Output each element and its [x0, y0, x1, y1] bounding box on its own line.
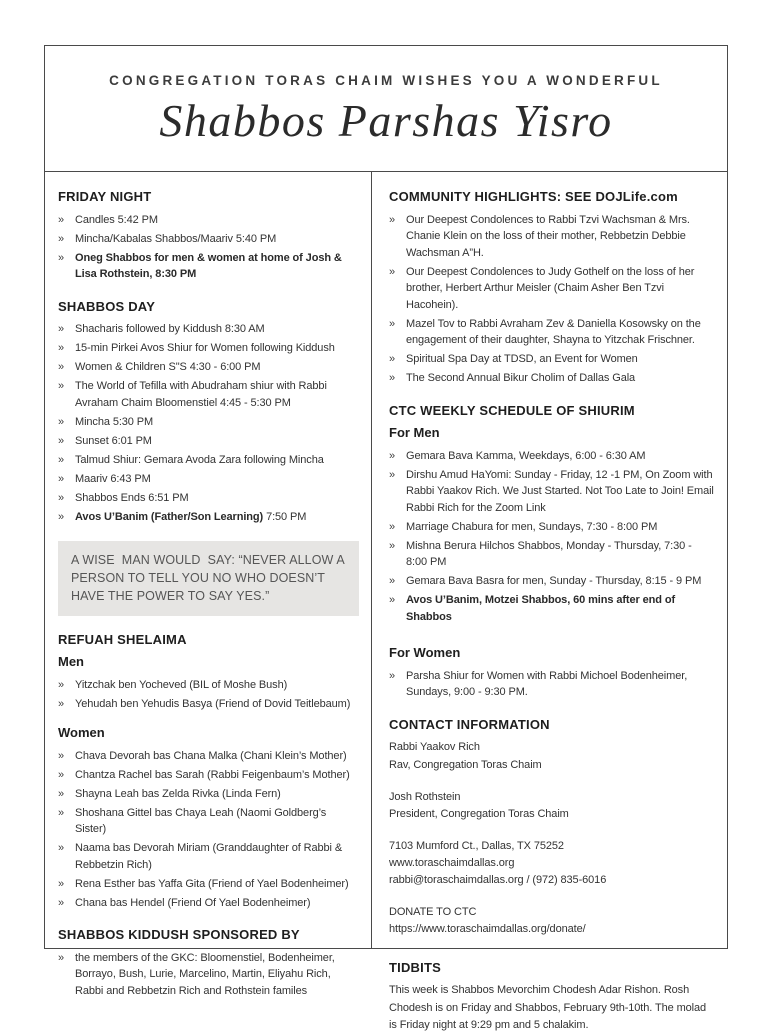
bullet-icon: » — [58, 510, 65, 523]
bullet-icon: » — [58, 342, 65, 355]
right-column — [372, 172, 727, 1031]
item-text: Women & Children S"S 4:30 - 6:00 PM — [75, 361, 261, 374]
refuah-women-list — [58, 748, 359, 912]
shiur-item — [389, 448, 714, 465]
community-highlights-list — [389, 212, 714, 387]
tidbits-text: This week is Shabbos Mevorchim Chodesh Adar Rishon. Rosh Chodesh is on Friday and Shabbos, February 9th-10th. The molad is Friday night at 9:29 pm and 5 chalakim. — [389, 984, 707, 1031]
bullet-icon: » — [58, 491, 65, 504]
donate-line: DONATE TO CTC — [389, 905, 477, 918]
item-text: Chantza Rachel bas Sarah (Rabbi Feigenbaum’s Mother) — [75, 768, 350, 781]
item-text: Spiritual Spa Day at TDSD, an Event for Women — [406, 353, 638, 366]
bullet-icon: » — [389, 520, 396, 533]
sponsor-item — [58, 950, 359, 1000]
contact-line: Rabbi Yaakov Rich — [389, 741, 480, 754]
contact-address-block — [389, 838, 714, 889]
masthead-tagline: CONGREGATION TORAS CHAIM WISHES YOU A WONDERFUL — [109, 73, 663, 88]
item-text: Chava Devorah bas Chana Malka (Chani Klein’s Mother) — [75, 749, 347, 762]
bullet-icon: » — [389, 468, 396, 481]
bullet-icon: » — [389, 575, 396, 588]
bullet-icon: » — [58, 896, 65, 909]
item-text: The World of Tefilla with Abudraham shiur with Rabbi Avraham Chaim Bloomenstiel 4:45 - 5:30 PM — [75, 380, 327, 409]
item-text: Gemara Bava Kamma, Weekdays, 6:00 - 6:30 AM — [406, 449, 646, 462]
community-highlights-heading: COMMUNITY HIGHLIGHTS: SEE DOJLife.com — [389, 189, 678, 204]
bullet-icon: » — [58, 877, 65, 890]
schedule-item — [58, 490, 359, 507]
name-item — [58, 767, 359, 784]
item-text: Oneg Shabbos for men & women at home of Josh & Lisa Rothstein, 8:30 PM — [75, 251, 342, 281]
refuah-men-subheading: Men — [58, 654, 84, 670]
schedule-item — [58, 509, 359, 526]
donate-line: https://www.toraschaimdallas.org/donate/ — [389, 922, 586, 935]
bullet-icon: » — [58, 697, 65, 710]
shiur-item — [389, 592, 714, 625]
contact-line: www.toraschaimdallas.org — [389, 856, 515, 869]
bullet-icon: » — [389, 265, 396, 278]
name-item — [58, 696, 359, 713]
bullet-icon: » — [389, 353, 396, 366]
item-text: Candles 5:42 PM — [75, 213, 158, 226]
schedule-men-list — [389, 448, 714, 626]
name-item — [58, 748, 359, 765]
schedule-item — [58, 433, 359, 450]
shiur-item — [389, 467, 714, 517]
kiddush-sponsors-list — [58, 950, 359, 1000]
contact-line: Rav, Congregation Toras Chaim — [389, 758, 542, 771]
schedule-item — [58, 378, 359, 411]
highlight-item — [389, 264, 714, 314]
schedule-item — [58, 340, 359, 357]
name-item — [58, 840, 359, 873]
bullet-icon: » — [389, 317, 396, 330]
item-text: Yehudah ben Yehudis Basya (Friend of Dovid Teitlebaum) — [75, 697, 351, 710]
item-text: Mincha/Kabalas Shabbos/Maariv 5:40 PM — [75, 232, 277, 245]
item-text: Avos U’Banim (Father/Son Learning) 7:50 PM — [75, 510, 307, 523]
item-text: Mazel Tov to Rabbi Avraham Zev & Daniella Kosowsky on the engagement of their daughter, Shayna to Yitzchak Frischner. — [406, 317, 701, 347]
schedule-item — [58, 414, 359, 431]
schedule-item — [58, 231, 359, 248]
shabbos-day-list — [58, 321, 359, 525]
schedule-women-subheading: For Women — [389, 645, 461, 661]
bullet-icon: » — [58, 806, 65, 819]
contact-line: rabbi@toraschaimdallas.org / (972) 835-6016 — [389, 873, 607, 886]
friday-night-list — [58, 212, 359, 283]
item-text: Marriage Chabura for men, Sundays, 7:30 - 8:00 PM — [406, 520, 658, 533]
bullet-icon: » — [58, 951, 65, 964]
schedule-item — [58, 250, 359, 283]
tidbits-heading: TIDBITS — [389, 959, 441, 975]
bullet-icon: » — [58, 678, 65, 691]
item-text: Our Deepest Condolences to Rabbi Tzvi Wachsman & Mrs. Chanie Klein on the loss of their mother, Rebbetzin Debbie Wachsman A”H. — [406, 213, 690, 259]
contact-rav-block — [389, 739, 714, 773]
schedule-item — [58, 471, 359, 488]
shiur-item — [389, 573, 714, 590]
donate-block — [389, 904, 714, 938]
item-text: Rena Esther bas Yaffa Gita (Friend of Yael Bodenheimer) — [75, 877, 349, 890]
masthead-title: Shabbos Parshas Yisro — [159, 95, 613, 146]
schedule-men-subheading: For Men — [389, 425, 440, 441]
contact-line: President, Congregation Toras Chaim — [389, 807, 569, 820]
name-item — [58, 895, 359, 912]
item-text: 15-min Pirkei Avos Shiur for Women following Kiddush — [75, 342, 335, 355]
name-item — [58, 805, 359, 838]
item-text: Maariv 6:43 PM — [75, 472, 151, 485]
item-text: Shabbos Ends 6:51 PM — [75, 491, 189, 504]
item-text: Talmud Shiur: Gemara Avoda Zara following Mincha — [75, 453, 324, 466]
bullet-icon: » — [58, 361, 65, 374]
name-item — [58, 876, 359, 893]
item-text: Shoshana Gittel bas Chaya Leah (Naomi Goldberg’s Sister) — [75, 806, 327, 836]
item-text: Naama bas Devorah Miriam (Granddaughter of Rabbi & Rebbetzin Rich) — [75, 842, 343, 871]
name-item — [58, 677, 359, 694]
bullet-icon: » — [58, 842, 65, 855]
content-columns — [45, 172, 727, 1031]
schedule-item — [58, 452, 359, 469]
item-text: Chana bas Hendel (Friend Of Yael Bodenheimer) — [75, 896, 311, 909]
name-item — [58, 786, 359, 803]
item-text: Dirshu Amud HaYomi: Sunday - Friday, 12 -1 PM, On Zoom with Rabbi Yaakov Rich. We Just Started. Not Too Late to Join! Email Rabbi Rich for the Zoom Link — [406, 468, 714, 514]
bullet-icon: » — [58, 453, 65, 466]
bullet-icon: » — [58, 323, 65, 336]
bullet-icon: » — [389, 213, 396, 226]
weekly-schedule-heading: CTC WEEKLY SCHEDULE OF SHIURIM — [389, 402, 635, 418]
item-text: Gemara Bava Basra for men, Sunday - Thursday, 8:15 - 9 PM — [406, 575, 702, 588]
item-text: the members of the GKC: Bloomenstiel, Bodenheimer, Borrayo, Bush, Lurie, Marcelino, Martin, Eliyahu Rich, Rabbi and Rebbetzin Rich and Rothstein familes — [75, 951, 335, 997]
bullet-icon: » — [58, 434, 65, 447]
refuah-women-subheading: Women — [58, 725, 105, 741]
item-text: Our Deepest Condolences to Judy Gothelf on the loss of her brother, Herbert Arthur Meisler (Chaim Asher Ben Tzvi Hacohein). — [406, 265, 695, 311]
shiur-item — [389, 538, 714, 571]
highlight-item — [389, 370, 714, 387]
highlight-item — [389, 316, 714, 349]
schedule-women-list — [389, 668, 714, 701]
schedule-item — [58, 359, 359, 376]
contact-president-block — [389, 789, 714, 823]
item-text: Shayna Leah bas Zelda Rivka (Linda Fern) — [75, 787, 281, 800]
page-frame — [44, 45, 728, 1031]
bullet-icon: » — [58, 380, 65, 393]
item-text: Shacharis followed by Kiddush 8:30 AM — [75, 323, 265, 336]
schedule-item — [58, 321, 359, 338]
bullet-icon: » — [58, 213, 65, 226]
contact-line: Josh Rothstein — [389, 790, 461, 803]
kiddush-sponsored-heading: SHABBOS KIDDUSH SPONSORED BY — [58, 927, 300, 943]
item-text: Mishna Berura Hilchos Shabbos, Monday - Thursday, 7:30 - 8:00 PM — [406, 539, 692, 569]
bullet-icon: » — [389, 669, 396, 682]
bullet-icon: » — [389, 372, 396, 385]
contact-information-heading: CONTACT INFORMATION — [389, 716, 550, 732]
bullet-icon: » — [58, 787, 65, 800]
shiur-item — [389, 519, 714, 536]
item-text: Parsha Shiur for Women with Rabbi Michoel Bodenheimer, Sundays, 9:00 - 9:30 PM. — [406, 669, 688, 699]
item-text: Mincha 5:30 PM — [75, 415, 154, 428]
bullet-icon: » — [58, 472, 65, 485]
item-text: The Second Annual Bikur Cholim of Dallas Gala — [406, 372, 636, 385]
left-column — [45, 172, 372, 997]
highlight-item — [389, 351, 714, 368]
shabbos-day-heading: SHABBOS DAY — [58, 298, 156, 314]
highlight-item — [389, 212, 714, 262]
bullet-icon: » — [389, 539, 396, 552]
item-text: Avos U’Banim, Motzei Shabbos, 60 mins after end of Shabbos — [406, 594, 676, 623]
quote-box: A WISE MAN WOULD SAY: “NEVER ALLOW A PERSON TO TELL YOU NO WHO DOESN’T HAVE THE POWER TO SAY YES.” — [58, 541, 359, 615]
item-text: Sunset 6:01 PM — [75, 434, 152, 447]
bullet-icon: » — [58, 415, 65, 428]
friday-night-heading: FRIDAY NIGHT — [58, 189, 152, 204]
bullet-icon: » — [58, 768, 65, 781]
item-text: Yitzchak ben Yocheved (BIL of Moshe Bush) — [75, 678, 288, 691]
refuah-shelaima-heading: REFUAH SHELAIMA — [58, 631, 187, 647]
bullet-icon: » — [389, 449, 396, 462]
masthead — [45, 46, 727, 172]
refuah-men-list — [58, 677, 359, 713]
bullet-icon: » — [389, 594, 396, 607]
shiur-item — [389, 668, 714, 701]
bullet-icon: » — [58, 232, 65, 245]
contact-line: 7103 Mumford Ct., Dallas, TX 75252 — [389, 839, 564, 852]
bullet-icon: » — [58, 749, 65, 762]
schedule-item — [58, 212, 359, 229]
bullet-icon: » — [58, 251, 65, 264]
